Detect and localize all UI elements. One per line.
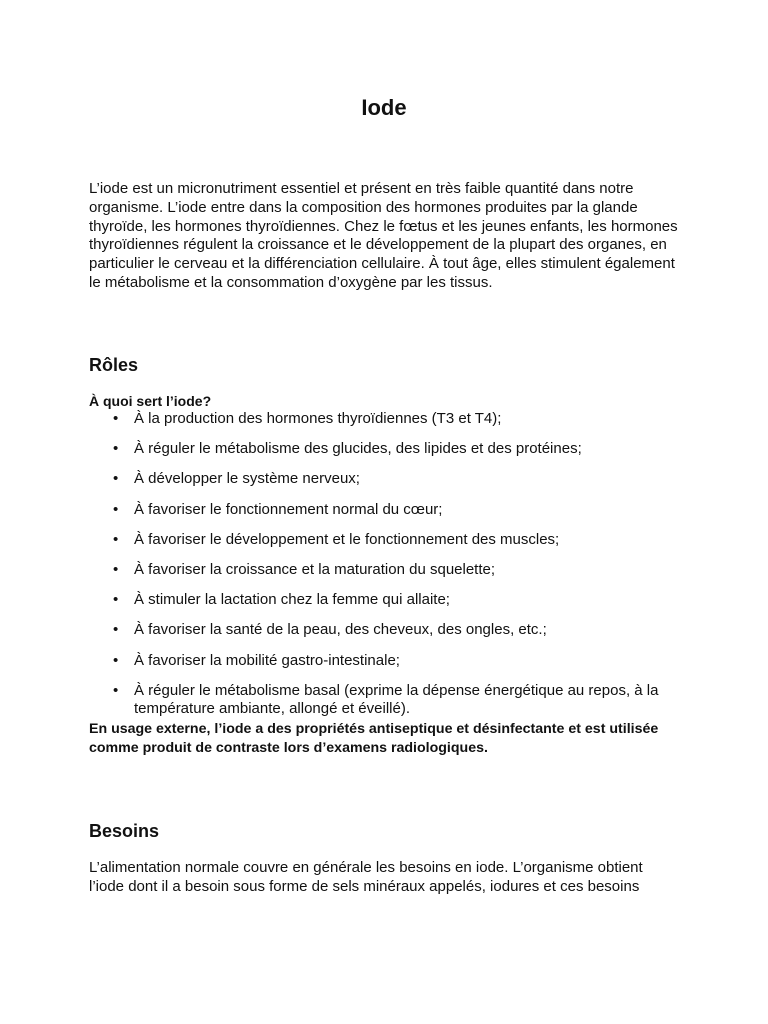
external-use-note: En usage externe, l’iode a des propriétés antiseptique et désinfectante et est utilisée comme produit de contraste lors d’examens radiologiques. — [89, 721, 659, 756]
besoins-paragraph: L’alimentation normale couvre en générale les besoins en iode. L’organisme obtient l’iode dont il a besoin sous forme de sels minéraux appelés, iodures et ces besoins — [89, 859, 643, 895]
list-item: • À favoriser le fonctionnement normal du cœur; — [89, 501, 669, 519]
intro-paragraph: L’iode est un micronutriment essentiel et présent en très faible quantité dans notre organisme. L’iode entre dans la composition des hormones produites par la glande thyroïde, les hormones thyroïdiennes. Chez le fœtus et les jeunes enfants, les hormones thyroïdiennes régulent la croissance et le développement de la plupart des organes, en particulier le cerveau et la différenciation cellulaire. À tout âge, elles stimulent également le métabolisme et la consommation d’oxygène par les tissus. — [89, 180, 678, 291]
list-item: • À favoriser la mobilité gastro-intestinale; — [89, 652, 669, 670]
roles-subheading: À quoi sert l’iode? — [89, 393, 212, 409]
roles-list — [89, 410, 669, 730]
list-item: • À réguler le métabolisme basal (exprime la dépense énergétique au repos, à la température ambiante, allongé et éveillé). — [89, 682, 669, 718]
list-item: • À la production des hormones thyroïdiennes (T3 et T4); — [89, 410, 669, 428]
list-item: • À favoriser le développement et le fonctionnement des muscles; — [89, 531, 669, 549]
section-heading-roles: Rôles — [89, 355, 139, 375]
list-item: • À stimuler la lactation chez la femme qui allaite; — [89, 591, 669, 609]
list-item: • À réguler le métabolisme des glucides, des lipides et des protéines; — [89, 440, 669, 458]
list-item: • À développer le système nerveux; — [89, 470, 669, 488]
page-title: Iode — [361, 95, 407, 120]
list-item: • À favoriser la croissance et la maturation du squelette; — [89, 561, 669, 579]
section-heading-besoins: Besoins — [89, 821, 160, 841]
list-item: • À favoriser la santé de la peau, des cheveux, des ongles, etc.; — [89, 621, 669, 639]
